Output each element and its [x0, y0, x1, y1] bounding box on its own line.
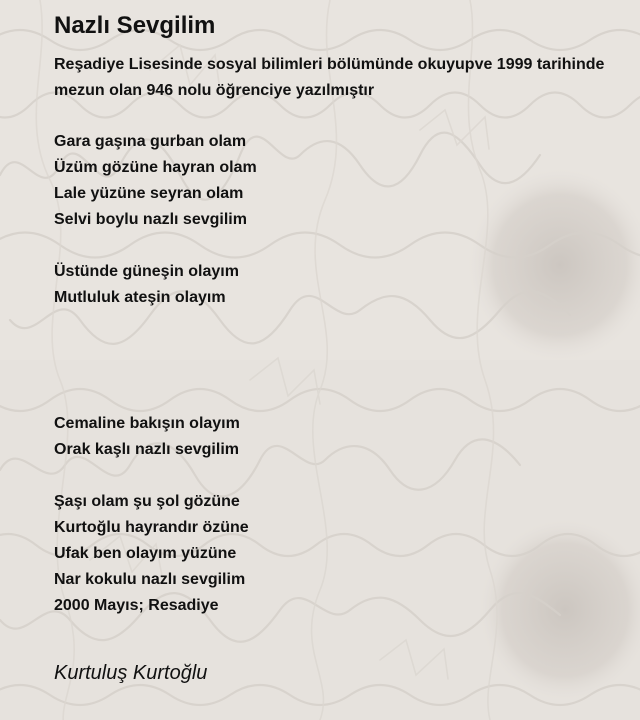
poem-line: Üstünde güneşin olayım	[54, 263, 239, 280]
poem-line: Selvi boylu nazlı sevgilim	[54, 211, 247, 228]
poem-line: Üzüm gözüne hayran olam	[54, 159, 257, 176]
poem-line: Orak kaşlı nazlı sevgilim	[54, 441, 239, 458]
poem-date-line: 2000 Mayıs; Resadiye	[54, 597, 219, 614]
poem-line: Şaşı olam şu şol gözüne	[54, 493, 240, 510]
poem-dedication: Reşadiye Lisesinde sosyal bilimleri bölümünde okuyupve 1999 tarihinde mezun olan 946 nolu öğrenciye yazılmıştır	[54, 56, 605, 99]
poem-title: Nazlı Sevgilim	[54, 12, 216, 39]
poem-line: Lale yüzüne seyran olam	[54, 185, 244, 202]
poem-line: Mutluluk ateşin olayım	[54, 289, 226, 306]
poem-line: Ufak ben olayım yüzüne	[54, 545, 237, 562]
poem-line: Gara gaşına gurban olam	[54, 133, 247, 150]
poem-line: Kurtoğlu hayrandır özüne	[54, 519, 249, 536]
poem-line: Nar kokulu nazlı sevgilim	[54, 571, 246, 588]
poem-author[interactable]: Kurtuluş Kurtoğlu	[54, 662, 208, 684]
poem-line: Cemaline bakışın olayım	[54, 415, 240, 432]
